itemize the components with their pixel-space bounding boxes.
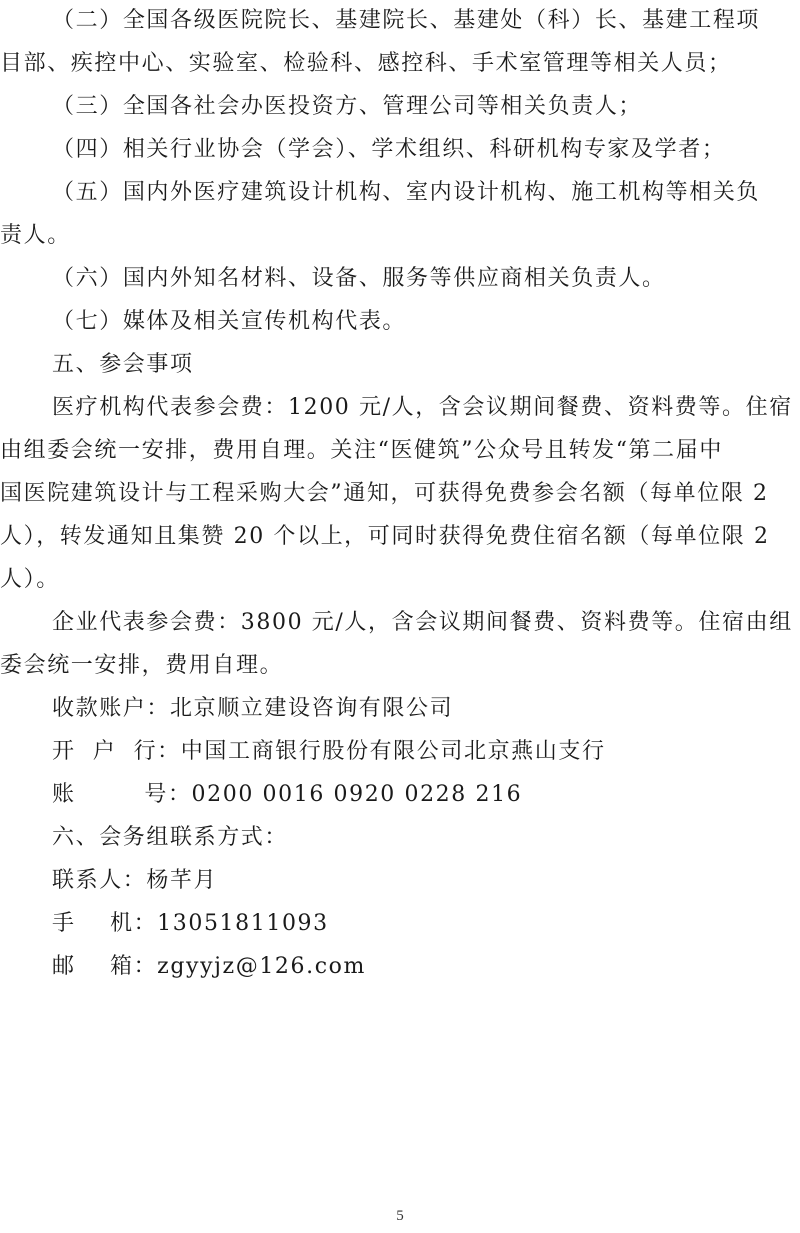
item-5-line-2: 责人。 (0, 223, 71, 248)
item-text: 全国各社会办医投资方、管理公司等相关负责人； (122, 94, 643, 119)
item-label: （三） (52, 94, 123, 119)
page-number: 5 (396, 1208, 404, 1224)
medical-fee-line-5: 人）。 (0, 567, 60, 592)
item-2-line-2: 目部、疾控中心、实验室、检验科、感控科、手术室管理等相关人员； (0, 51, 732, 76)
item-2-line-1 (52, 0, 788, 42)
bank-name: 开 户 行：中国工商银行股份有限公司北京燕山支行 (52, 739, 606, 764)
account-number: 账 号：0200 0016 0920 0228 216 (52, 782, 523, 807)
medical-fee-line-2: 由组委会统一安排，费用自理。关注“医健筑”公众号且转发“第二届中 (0, 438, 723, 463)
contact-email: 邮 箱：zgyyjz@126.com (52, 954, 366, 979)
item-label: （二） (52, 8, 123, 33)
item-text: 相关行业协会（学会）、学术组织、科研机构专家及学者； (122, 137, 726, 162)
item-label: （四） (52, 137, 123, 162)
item-text: 媒体及相关宣传机构代表。 (122, 309, 407, 334)
enterprise-fee-line-1: 企业代表参会费：3800 元/人，含会议期间餐费、资料费等。住宿由组 (52, 610, 793, 635)
section-6-title: 六、会务组联系方式： (52, 825, 289, 850)
item-2-text-part: 全国各级医院院长、基建院长、基建处（科）长、基建工程项 (122, 8, 761, 33)
section-5-title: 五、参会事项 (52, 352, 194, 377)
account-name: 收款账户：北京顺立建设咨询有限公司 (52, 696, 454, 721)
item-5-line-1: （五）国内外医疗建筑设计机构、室内设计机构、施工机构等相关负 (52, 180, 761, 205)
item-4 (52, 128, 788, 171)
medical-fee-line-3: 国医院建筑设计与工程采购大会”通知，可获得免费参会名额（每单位限 2 (0, 481, 769, 506)
item-text: 国内外知名材料、设备、服务等供应商相关负责人。 (122, 266, 666, 291)
medical-fee-line-4: 人），转发通知且集赞 20 个以上，可同时获得免费住宿名额（每单位限 2 (0, 524, 770, 549)
enterprise-fee-line-2: 委会统一安排，费用自理。 (0, 653, 284, 678)
contact-phone: 手 机：13051811093 (52, 911, 329, 936)
item-3 (52, 85, 788, 128)
item-label: （七） (52, 309, 123, 334)
item-label: （五） (52, 180, 123, 205)
medical-fee-line-1: 医疗机构代表参会费：1200 元/人，含会议期间餐费、资料费等。住宿 (52, 395, 793, 420)
item-label: （六） (52, 266, 123, 291)
item-6 (52, 257, 788, 300)
contact-person: 联系人：杨芊月 (52, 868, 218, 893)
item-7 (52, 300, 788, 343)
